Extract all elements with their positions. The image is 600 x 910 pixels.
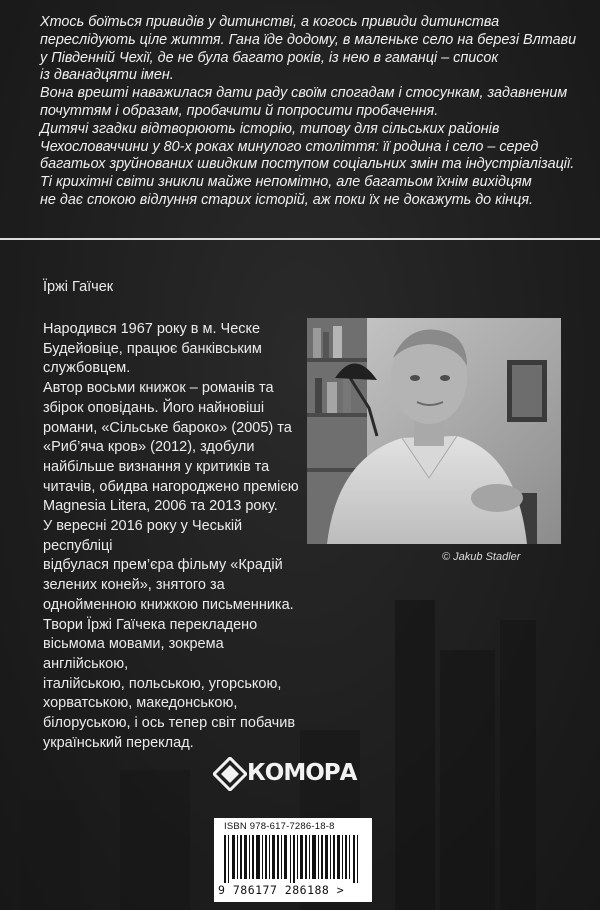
- bio-line: однойменною книжкою письменника.: [43, 596, 294, 613]
- publisher-logo: [213, 757, 393, 793]
- back-cover-blurb: [40, 14, 580, 210]
- blurb-line: Дитячі згадки відтворюють історію, типову для сільських районів: [40, 120, 500, 137]
- bio-line: відбулася прем’єра фільму «Крадій: [43, 557, 283, 574]
- bio-line: читачів, обидва нагороджено премією: [43, 478, 299, 495]
- bio-line: італійською, польською, угорською,: [43, 675, 282, 692]
- blurb-line: переслідують ціле життя. Гана їде додому, в маленьке село на березі Влтави: [40, 31, 577, 48]
- publisher-diamond-icon: [213, 757, 247, 791]
- blurb-line: Вона врешті наважилася дати раду своїм спогадам і стосункам, задавненим: [40, 85, 568, 102]
- blurb-line: Чехословаччини у 80-х роках минулого століття: її родина і село – серед: [40, 138, 539, 155]
- bio-line: романи, «Сільське бароко» (2005) та: [43, 419, 292, 436]
- blurb-line: не дає спокою відлуння старих історій, аж поки їх не докажуть до кінця.: [40, 191, 534, 208]
- blurb-line: у Південній Чехії, де не була багато років, із нею в гаманці – список: [40, 49, 499, 66]
- bio-line: «Риб’яча кров» (2012), здобули: [43, 439, 255, 456]
- bio-line: Будейовіце, працює банківським: [43, 340, 262, 357]
- bio-line: Народився 1967 року в м. Ческе: [43, 321, 261, 337]
- bio-line: білоруською, і ось тепер світ побачив: [43, 715, 296, 732]
- blurb-line: із дванадцяти імен.: [40, 67, 174, 84]
- isbn-number: ISBN 978-617-7286-18-8: [224, 821, 335, 832]
- barcode-bars: [224, 835, 364, 883]
- blurb-line: почуттям і образам, пробачити й попросити пробачення.: [40, 102, 439, 119]
- bio-line: Твори Їржі Гаїчека перекладено: [43, 616, 258, 633]
- bio-line: Автор восьми книжок – романів та: [43, 380, 274, 397]
- blurb-line: Ті крихітні світи зникли майже непомітно, але багатьом їхнім вихідцям: [40, 174, 532, 191]
- section-divider: [0, 238, 600, 240]
- author-biography: [43, 320, 305, 753]
- publisher-name: КОМОРА: [247, 760, 357, 786]
- bio-line: вісьмома мовами, зокрема англійською,: [43, 636, 224, 672]
- bio-line: хорватською, македонською,: [43, 695, 238, 712]
- bio-line: збірок оповідань. Його найновіші: [43, 399, 265, 416]
- blurb-line: Хтось боїться привидів у дитинстві, а когось привиди дитинства: [40, 14, 500, 30]
- bio-line: службовцем.: [43, 360, 131, 377]
- bio-line: український переклад.: [43, 734, 194, 751]
- barcode-digits: 9 786177 286188 >: [218, 883, 345, 897]
- bio-line: У вересні 2016 року у Чеській республіці: [43, 518, 243, 554]
- photo-credit: © Jakub Stadler: [442, 551, 521, 563]
- blurb-line: багатьох зруйнованих швидким поступом соціальних змін та індустріалізації.: [40, 156, 575, 173]
- author-photo: [307, 318, 561, 544]
- author-name: Їржі Гаїчек: [43, 279, 114, 295]
- bio-line: Magnesia Litera, 2006 та 2013 року.: [43, 498, 278, 515]
- bio-line: зелених коней», знятого за: [43, 577, 225, 594]
- bio-line: найбільше визнання у критиків та: [43, 458, 270, 475]
- isbn-barcode: [214, 818, 372, 902]
